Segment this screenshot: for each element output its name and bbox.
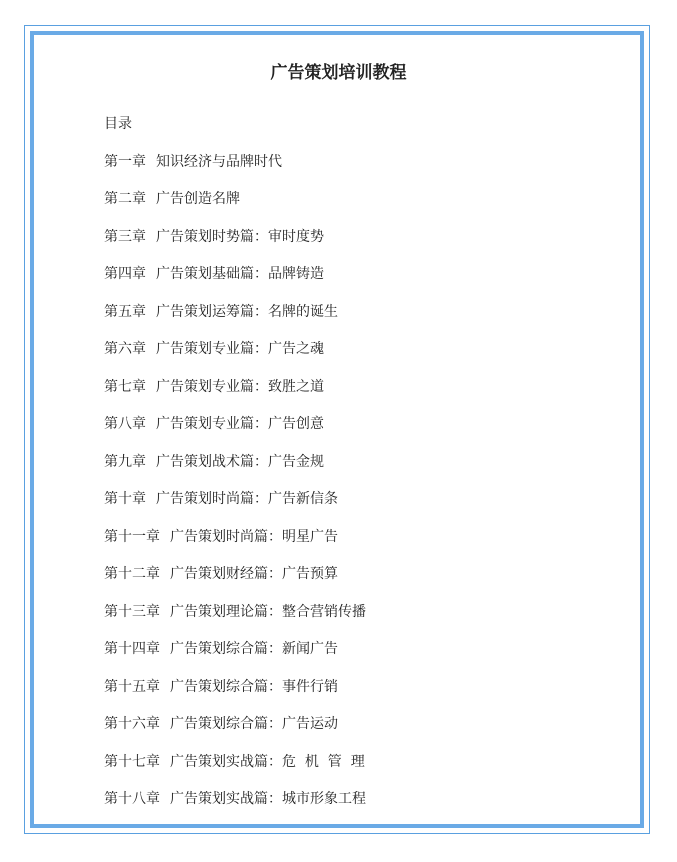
chapter-number: 第十三章 (104, 603, 160, 620)
chapter-title: 广告策划运筹篇：名牌的诞生 (156, 303, 338, 320)
toc-chapter-item (104, 338, 366, 376)
chapter-number: 第六章 (104, 341, 146, 357)
chapter-number: 第五章 (104, 303, 146, 320)
toc-heading: 目录 (104, 116, 132, 132)
chapter-number: 第九章 (104, 453, 146, 470)
chapter-title: 广告策划综合篇：广告运动 (170, 716, 338, 732)
chapter-title: 广告策划财经篇：广告预算 (170, 566, 338, 582)
chapter-title: 广告策划时势篇：审时度势 (156, 228, 324, 245)
toc-chapter-item (104, 601, 366, 639)
chapter-title: 广告创造名牌 (156, 191, 240, 207)
toc-chapter-item (104, 301, 366, 339)
chapter-title: 知识经济与品牌时代 (156, 153, 282, 170)
table-of-contents (104, 113, 366, 826)
toc-chapter-item (104, 526, 366, 564)
chapter-number: 第十四章 (104, 641, 160, 657)
chapter-title: 广告策划实战篇：城市形象工程 (170, 791, 366, 807)
chapter-number: 第四章 (104, 266, 146, 282)
chapter-number: 第一章 (104, 153, 146, 170)
toc-chapter-item (104, 751, 366, 789)
chapter-number: 第十一章 (104, 528, 160, 545)
chapter-number: 第十五章 (104, 678, 160, 695)
chapter-number: 第十章 (104, 491, 146, 507)
chapter-title: 广告策划专业篇：致胜之道 (156, 378, 324, 395)
chapter-title: 广告策划时尚篇：明星广告 (170, 528, 338, 545)
chapter-title: 广告策划专业篇：广告之魂 (156, 341, 324, 357)
chapter-title: 广告策划理论篇：整合营销传播 (170, 603, 366, 620)
toc-chapter-item (104, 563, 366, 601)
chapter-title: 广告策划专业篇：广告创意 (156, 416, 324, 432)
toc-chapter-item (104, 488, 366, 526)
toc-chapter-item (104, 376, 366, 414)
toc-chapter-item (104, 263, 366, 301)
chapter-title: 广告策划实战篇：危 机 管 理 (170, 753, 365, 770)
toc-chapter-item (104, 638, 366, 676)
toc-chapter-item (104, 151, 366, 189)
chapter-number: 第十八章 (104, 791, 160, 807)
toc-chapter-item (104, 676, 366, 714)
toc-chapter-item (104, 226, 366, 264)
chapter-title: 广告策划综合篇：新闻广告 (170, 641, 338, 657)
chapter-number: 第十六章 (104, 716, 160, 732)
chapter-number: 第七章 (104, 378, 146, 395)
chapter-title: 广告策划综合篇：事件行销 (170, 678, 338, 695)
toc-chapter-item (104, 451, 366, 489)
chapter-number: 第十二章 (104, 566, 160, 582)
chapter-title: 广告策划基础篇：品牌铸造 (156, 266, 324, 282)
chapter-number: 第二章 (104, 191, 146, 207)
chapter-title: 广告策划战术篇：广告金规 (156, 453, 324, 470)
chapter-number: 第八章 (104, 416, 146, 432)
toc-chapter-item (104, 713, 366, 751)
toc-chapter-item (104, 788, 366, 826)
chapter-number: 第三章 (104, 228, 146, 245)
chapter-number: 第十七章 (104, 753, 160, 770)
document-title: 广告策划培训教程 (270, 63, 407, 83)
toc-chapter-item (104, 188, 366, 226)
toc-chapter-item (104, 413, 366, 451)
chapter-title: 广告策划时尚篇：广告新信条 (156, 491, 338, 507)
